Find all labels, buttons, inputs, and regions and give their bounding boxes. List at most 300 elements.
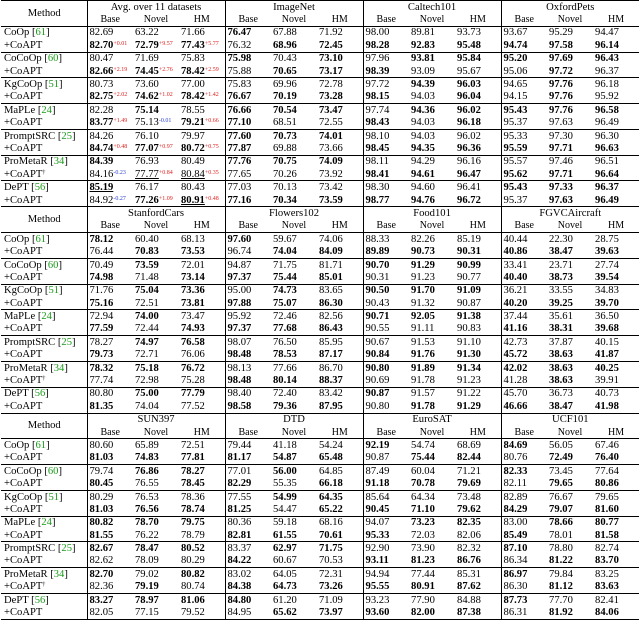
value-cell xyxy=(271,439,317,452)
value: 81.35 xyxy=(89,400,114,412)
value: 74.73 xyxy=(273,285,297,297)
value: 76.22 xyxy=(135,529,159,541)
value-cell xyxy=(225,593,271,606)
value: 96.74 xyxy=(227,246,252,258)
value: 71.92 xyxy=(319,27,343,39)
value-cell xyxy=(225,233,271,246)
value-cell xyxy=(133,323,179,336)
value-cell xyxy=(87,129,133,142)
value-cell xyxy=(271,129,317,142)
value-cell xyxy=(87,387,133,400)
value: 37.87 xyxy=(549,336,573,348)
delta-value: +2.19 xyxy=(113,66,128,73)
value: 54.74 xyxy=(411,439,435,451)
method-name xyxy=(1,516,87,529)
value-cell xyxy=(593,65,639,78)
value: 77.59 xyxy=(89,323,114,335)
table-row xyxy=(1,606,639,619)
value-cell xyxy=(593,452,639,465)
value: 74.83 xyxy=(135,452,159,464)
value-cell xyxy=(501,155,547,168)
method-name xyxy=(1,117,87,130)
value-cell xyxy=(593,52,639,65)
value: 84.39 xyxy=(89,156,114,168)
value: 95.84 xyxy=(457,53,481,65)
value-cell xyxy=(317,568,363,581)
table-row xyxy=(1,129,639,142)
table-row xyxy=(1,439,639,452)
value: 82.67 xyxy=(89,543,114,555)
method-label: +CoAPT xyxy=(4,91,43,103)
method-label-suffix: ] xyxy=(59,79,63,91)
value: 54.99 xyxy=(273,491,297,503)
method-name xyxy=(1,465,87,478)
value: 59.67 xyxy=(273,233,297,245)
value-cell xyxy=(87,516,133,529)
value: 77.01 xyxy=(227,465,252,477)
value-cell xyxy=(179,503,225,516)
value: 86.30 xyxy=(503,581,528,593)
value: 68.69 xyxy=(457,439,481,451)
value: 37.44 xyxy=(503,311,528,323)
value-cell xyxy=(455,233,501,246)
value-cell xyxy=(133,233,179,246)
value-cell xyxy=(225,65,271,78)
value: 93.73 xyxy=(457,27,481,39)
value: 76.06 xyxy=(181,349,205,361)
value-cell xyxy=(179,271,225,284)
value-cell xyxy=(409,52,455,65)
value-cell xyxy=(133,129,179,142)
value: 77.60 xyxy=(227,130,252,142)
value: 94.03 xyxy=(411,117,435,129)
value: 94.35 xyxy=(411,142,435,154)
method-name xyxy=(1,606,87,619)
value-cell xyxy=(87,310,133,323)
value: 78.42 xyxy=(181,65,205,77)
table-row xyxy=(1,245,639,258)
dataset-name: StanfordCars xyxy=(87,207,225,220)
value-cell xyxy=(133,117,179,130)
value-cell xyxy=(87,606,133,619)
value: 76.93 xyxy=(135,156,159,168)
value-cell xyxy=(547,271,593,284)
value: 80.86 xyxy=(595,478,619,490)
value: 90.71 xyxy=(365,311,390,323)
value-cell xyxy=(409,568,455,581)
value: 73.17 xyxy=(319,65,343,77)
value-cell xyxy=(593,117,639,130)
value-cell xyxy=(317,297,363,310)
method-label: MaPLe [ xyxy=(4,104,42,116)
value-cell xyxy=(271,593,317,606)
value-cell xyxy=(501,336,547,349)
value-cell xyxy=(593,400,639,413)
method-label: +CoAPT xyxy=(4,452,43,464)
value-cell xyxy=(547,452,593,465)
value-cell xyxy=(363,129,409,142)
value-cell xyxy=(133,374,179,387)
value-cell xyxy=(593,490,639,503)
value: 94.03 xyxy=(411,130,435,142)
value-cell xyxy=(547,477,593,490)
value-cell xyxy=(501,349,547,362)
value: 73.48 xyxy=(457,491,481,503)
value-cell xyxy=(225,284,271,297)
value: 90.73 xyxy=(411,246,435,258)
value-cell xyxy=(363,194,409,207)
table-row xyxy=(1,593,639,606)
value-cell xyxy=(133,336,179,349)
value-cell xyxy=(179,336,225,349)
value-cell xyxy=(363,400,409,413)
value-cell xyxy=(409,271,455,284)
value-cell xyxy=(133,542,179,555)
value-cell xyxy=(179,516,225,529)
value-cell xyxy=(593,477,639,490)
method-name xyxy=(1,194,87,207)
value-cell xyxy=(179,323,225,336)
value-cell xyxy=(225,555,271,568)
value: 39.54 xyxy=(595,271,619,283)
method-label: +CoAPT xyxy=(4,246,43,258)
value: 84.06 xyxy=(595,607,619,619)
value: 70.26 xyxy=(273,168,297,180)
value-cell xyxy=(501,194,547,207)
value-cell xyxy=(271,336,317,349)
value-cell xyxy=(409,374,455,387)
method-label: CoCoOp [ xyxy=(4,53,48,65)
value: 55.35 xyxy=(273,478,297,490)
value-cell xyxy=(225,387,271,400)
value: 92.05 xyxy=(411,311,435,323)
method-label: PromptSRC [ xyxy=(4,336,62,348)
value-cell xyxy=(271,400,317,413)
value: 73.28 xyxy=(319,91,343,103)
value-cell xyxy=(501,516,547,529)
citation-ref: 61 xyxy=(35,27,47,39)
value: 70.34 xyxy=(273,194,297,206)
value-cell xyxy=(501,555,547,568)
value: 73.97 xyxy=(319,607,343,619)
value-cell xyxy=(593,310,639,323)
value: 82.26 xyxy=(411,233,435,245)
value-cell xyxy=(501,91,547,104)
value-cell xyxy=(87,65,133,78)
value: 74.93 xyxy=(181,323,205,335)
value: 97.37 xyxy=(227,323,252,335)
value: 90.70 xyxy=(365,259,390,271)
value-cell xyxy=(455,387,501,400)
method-label: +CoAPT xyxy=(4,39,43,51)
value-cell xyxy=(363,297,409,310)
value: 72.01 xyxy=(181,259,205,271)
value: 86.97 xyxy=(503,568,528,580)
value: 74.06 xyxy=(319,233,343,245)
value: 72.45 xyxy=(319,39,343,51)
metric-header-base: Base xyxy=(363,13,409,26)
value: 40.20 xyxy=(503,297,528,309)
metric-header-base: Base xyxy=(87,13,133,26)
value: 74.01 xyxy=(319,130,343,142)
method-name xyxy=(1,374,87,387)
value: 84.80 xyxy=(227,594,252,606)
value: 74.98 xyxy=(89,271,114,283)
value: 95.92 xyxy=(227,311,252,323)
value: 97.71 xyxy=(549,168,573,180)
value-cell xyxy=(317,117,363,130)
value: 40.15 xyxy=(595,336,619,348)
value: 81.17 xyxy=(227,452,252,464)
value: 76.40 xyxy=(595,452,619,464)
value-cell xyxy=(317,181,363,194)
value-cell xyxy=(317,503,363,516)
value-cell xyxy=(179,477,225,490)
method-label-suffix: ] xyxy=(51,517,56,529)
value-cell xyxy=(593,142,639,155)
value-cell xyxy=(409,477,455,490)
value-cell xyxy=(501,568,547,581)
value-cell xyxy=(133,284,179,297)
value: 74.62 xyxy=(135,91,159,103)
value: 73.59 xyxy=(135,259,159,271)
value-cell xyxy=(593,581,639,594)
table-row xyxy=(1,568,639,581)
value: 39.70 xyxy=(595,297,619,309)
metric-header-base: Base xyxy=(363,426,409,439)
value-cell xyxy=(455,78,501,91)
value-cell xyxy=(501,606,547,619)
value: 79.65 xyxy=(549,478,573,490)
value-cell xyxy=(547,245,593,258)
value-cell xyxy=(271,233,317,246)
value: 91.53 xyxy=(411,336,435,348)
value-cell xyxy=(409,361,455,374)
value: 95.00 xyxy=(227,285,252,297)
value: 78.47 xyxy=(135,543,159,555)
value-cell xyxy=(363,310,409,323)
value-cell xyxy=(501,297,547,310)
value-cell xyxy=(179,104,225,117)
value: 82.62 xyxy=(89,555,114,567)
value: 77.64 xyxy=(595,465,619,477)
value: 96.18 xyxy=(457,117,481,129)
method-label: +CoAPT xyxy=(4,323,43,335)
value: 76.50 xyxy=(273,336,297,348)
value-cell xyxy=(317,104,363,117)
table-row xyxy=(1,555,639,568)
value: 95.57 xyxy=(503,156,528,168)
value-cell xyxy=(363,452,409,465)
value: 54.24 xyxy=(319,439,343,451)
value: 87.49 xyxy=(365,465,390,477)
value: 80.72 xyxy=(181,142,205,154)
value-cell xyxy=(87,568,133,581)
value-cell xyxy=(87,91,133,104)
value-cell xyxy=(593,516,639,529)
value: 69.96 xyxy=(273,79,297,91)
method-name xyxy=(1,361,87,374)
value-cell xyxy=(225,91,271,104)
value: 96.36 xyxy=(457,142,481,154)
value-cell xyxy=(133,91,179,104)
value-cell xyxy=(455,542,501,555)
value: 96.37 xyxy=(595,65,619,77)
value: 76.32 xyxy=(227,39,252,51)
value: 96.41 xyxy=(457,182,481,194)
value: 72.51 xyxy=(181,439,205,451)
value: 97.96 xyxy=(365,53,390,65)
value-cell xyxy=(225,568,271,581)
value-cell xyxy=(179,529,225,542)
value: 91.10 xyxy=(457,336,481,348)
value-cell xyxy=(225,349,271,362)
value-cell xyxy=(501,323,547,336)
table-row xyxy=(1,168,639,181)
value-cell xyxy=(409,400,455,413)
value-cell xyxy=(547,194,593,207)
dagger-mark: † xyxy=(42,169,46,176)
table-row xyxy=(1,142,639,155)
value: 68.96 xyxy=(273,39,297,51)
value: 73.42 xyxy=(319,182,343,194)
value: 78.01 xyxy=(549,529,573,541)
value-cell xyxy=(593,104,639,117)
table-row xyxy=(1,490,639,503)
value-cell xyxy=(363,65,409,78)
method-name xyxy=(1,452,87,465)
value-cell xyxy=(179,168,225,181)
value: 96.14 xyxy=(595,39,619,51)
value-cell xyxy=(133,78,179,91)
value-cell xyxy=(133,568,179,581)
value-cell xyxy=(225,374,271,387)
value: 77.76 xyxy=(227,156,252,168)
value: 76.17 xyxy=(135,182,159,194)
value-cell xyxy=(363,271,409,284)
value: 76.55 xyxy=(135,478,159,490)
value: 71.76 xyxy=(89,285,114,297)
value-cell xyxy=(87,529,133,542)
value-cell xyxy=(317,477,363,490)
method-label: +CoAPT xyxy=(4,117,43,129)
value-cell xyxy=(547,26,593,39)
value: 70.43 xyxy=(273,53,297,65)
method-label-suffix: ] xyxy=(64,362,68,374)
value: 96.04 xyxy=(457,91,481,103)
value: 79.36 xyxy=(273,400,297,412)
value: 82.33 xyxy=(503,465,528,477)
value-cell xyxy=(87,78,133,91)
value-cell xyxy=(547,568,593,581)
value: 97.76 xyxy=(549,91,573,103)
value-cell xyxy=(271,452,317,465)
value: 77.90 xyxy=(411,594,435,606)
value: 75.83 xyxy=(227,79,252,91)
value: 82.29 xyxy=(227,478,252,490)
value: 97.88 xyxy=(227,297,252,309)
value: 91.76 xyxy=(411,349,435,361)
method-header: Method xyxy=(1,1,87,27)
value: 61.20 xyxy=(273,594,297,606)
value: 96.02 xyxy=(457,130,481,142)
value: 96.64 xyxy=(595,168,619,180)
method-label: +CoAPT xyxy=(4,142,43,154)
value: 96.49 xyxy=(595,194,619,206)
value: 82.36 xyxy=(89,581,114,593)
metric-header-novel: Novel xyxy=(143,220,169,232)
method-label: CoOp [ xyxy=(4,27,36,39)
value-cell xyxy=(501,529,547,542)
value-cell xyxy=(225,271,271,284)
value: 70.73 xyxy=(273,130,297,142)
value-cell xyxy=(271,26,317,39)
method-label: +CoAPT xyxy=(4,400,43,412)
value-cell xyxy=(363,52,409,65)
value-cell xyxy=(317,52,363,65)
value-cell xyxy=(363,245,409,258)
value: 78.80 xyxy=(549,543,573,555)
value: 46.66 xyxy=(503,400,528,412)
value-cell xyxy=(225,194,271,207)
value: 77.79 xyxy=(181,388,205,400)
value: 81.03 xyxy=(89,452,114,464)
value-cell xyxy=(363,336,409,349)
value-cell xyxy=(225,465,271,478)
value-cell xyxy=(547,181,593,194)
delta-value: +0.35 xyxy=(204,169,219,176)
value: 79.02 xyxy=(135,568,159,580)
method-name xyxy=(1,52,87,65)
delta-value: +0.48 xyxy=(204,195,219,202)
value: 98.77 xyxy=(365,194,390,206)
value-cell xyxy=(363,91,409,104)
dataset-name: Avg. over 11 datasets xyxy=(87,1,225,14)
value-cell xyxy=(501,117,547,130)
method-name xyxy=(1,284,87,297)
citation-ref: 34 xyxy=(53,156,65,168)
metric-header-novel: Novel xyxy=(419,14,445,26)
method-label: +CoAPT xyxy=(4,375,43,387)
citation-ref: 51 xyxy=(48,79,60,91)
value-cell xyxy=(363,477,409,490)
value-cell xyxy=(225,477,271,490)
value: 73.23 xyxy=(411,517,435,529)
value-cell xyxy=(593,245,639,258)
value: 82.70 xyxy=(89,568,114,580)
value-cell xyxy=(593,568,639,581)
value-cell xyxy=(317,91,363,104)
value-cell xyxy=(547,78,593,91)
value: 94.74 xyxy=(503,39,528,51)
value-cell xyxy=(501,258,547,271)
value-cell xyxy=(87,374,133,387)
value-cell xyxy=(179,142,225,155)
citation-ref: 25 xyxy=(61,543,72,555)
value-cell xyxy=(133,168,179,181)
value-cell xyxy=(87,555,133,568)
value: 71.10 xyxy=(411,503,435,515)
value: 68.16 xyxy=(319,517,343,529)
value: 78.53 xyxy=(273,349,297,361)
value-cell xyxy=(179,78,225,91)
value-cell xyxy=(133,452,179,465)
method-name xyxy=(1,271,87,284)
value: 65.48 xyxy=(319,452,343,464)
delta-value: +0.66 xyxy=(204,118,219,125)
value-cell xyxy=(363,581,409,594)
value: 84.26 xyxy=(89,130,114,142)
